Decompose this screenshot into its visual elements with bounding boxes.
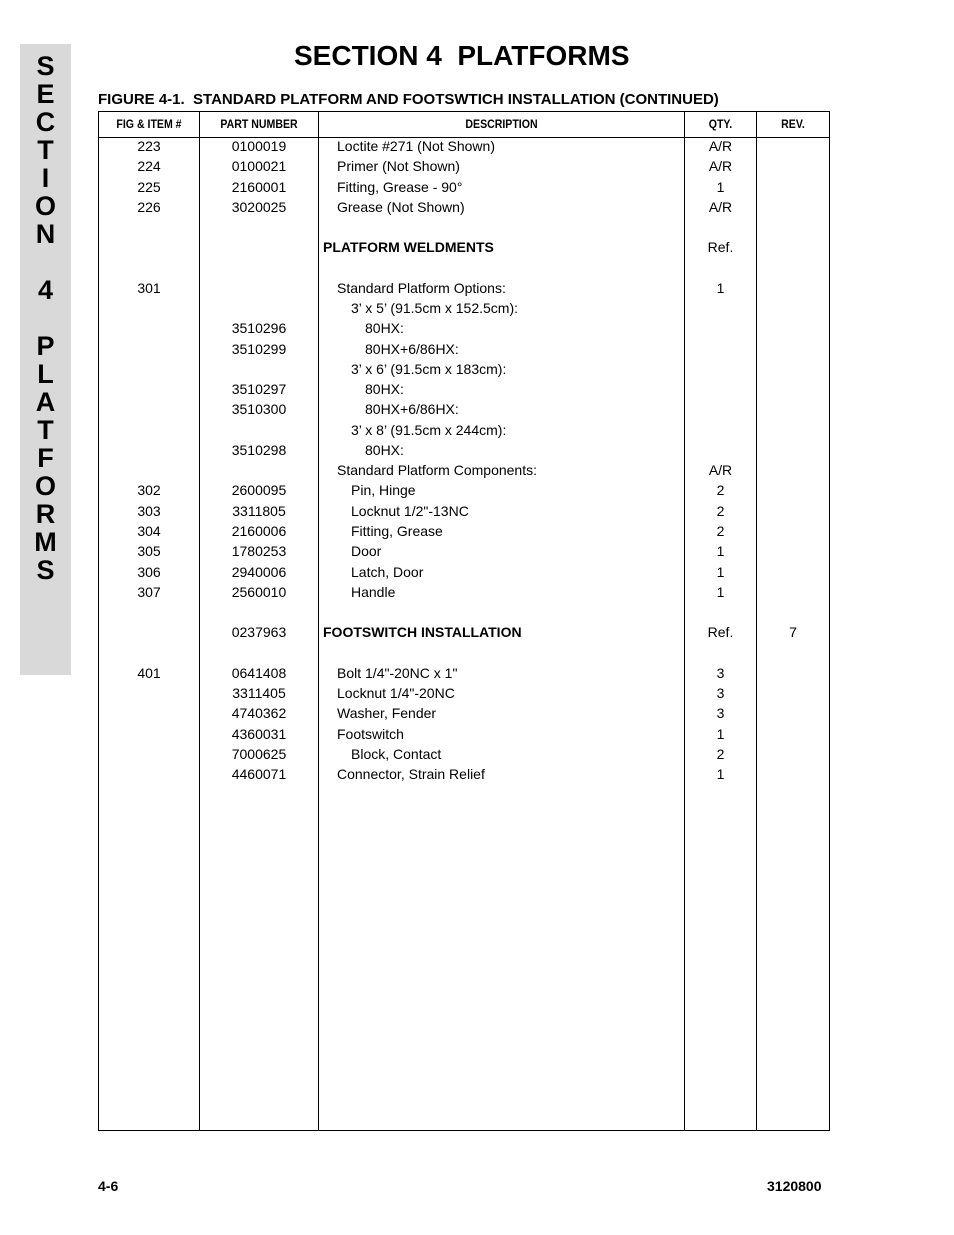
cell-qty: 3: [716, 705, 725, 721]
cell-part-number: 0100021: [231, 158, 287, 174]
side-tab-letter: I: [41, 163, 50, 193]
side-tab-letter: M: [34, 527, 57, 557]
figure-title: FIGURE 4-1. STANDARD PLATFORM AND FOOTSWTICH INSTALLATION (CONTINUED): [98, 91, 719, 108]
cell-qty: A/R: [708, 199, 733, 215]
table-row: [99, 318, 829, 338]
cell-description: Locknut 1/2"-13NC: [351, 503, 469, 519]
cell-part-number: 3510296: [231, 320, 287, 336]
cell-part-number: 2940006: [231, 564, 287, 580]
cell-description: Locknut 1/4"-20NC: [337, 685, 455, 701]
table-row: [99, 136, 829, 156]
side-tab-letter: S: [36, 51, 55, 81]
side-tab-letter: F: [37, 443, 54, 473]
cell-part-number: 3510299: [231, 341, 287, 357]
cell-rev: 7: [789, 624, 797, 640]
table-row: [99, 399, 829, 419]
cell-part-number: 3510300: [231, 401, 287, 417]
cell-qty: 2: [716, 523, 725, 539]
table-row: [99, 703, 829, 723]
header-part-number: PART NUMBER: [220, 117, 298, 131]
cell-qty: 1: [716, 179, 725, 195]
table-row: [99, 582, 829, 602]
cell-description: Grease (Not Shown): [337, 199, 465, 215]
cell-qty: 1: [716, 766, 725, 782]
cell-description: Footswitch: [337, 726, 404, 742]
side-tab-letter: E: [36, 79, 55, 109]
cell-part-number: 3311805: [232, 503, 286, 519]
side-tab-letter: P: [36, 331, 55, 361]
cell-description: Handle: [351, 584, 396, 600]
cell-qty: 1: [716, 564, 725, 580]
side-tab-letter: R: [35, 499, 56, 529]
table-row: [99, 197, 829, 217]
cell-qty: 1: [716, 584, 725, 600]
table-row: [99, 298, 829, 318]
cell-item: 301: [137, 280, 161, 296]
cell-part-number: 0237963: [231, 624, 287, 640]
cell-qty: 1: [716, 280, 725, 296]
table-row: [99, 562, 829, 582]
table-row: [99, 764, 829, 784]
side-tab-letter: C: [35, 107, 56, 137]
cell-item: 304: [137, 523, 161, 539]
cell-description: Latch, Door: [351, 564, 424, 580]
cell-item: 303: [137, 503, 161, 519]
cell-qty: A/R: [708, 138, 733, 154]
table-row: [99, 177, 829, 197]
cell-item: 226: [137, 199, 161, 215]
header-item: FIG & ITEM #: [116, 117, 182, 131]
table-row: [99, 480, 829, 500]
cell-item: 305: [137, 543, 161, 559]
cell-description: 3’ x 5’ (91.5cm x 152.5cm):: [351, 300, 519, 316]
cell-qty: 3: [716, 665, 725, 681]
table-row: [99, 339, 829, 359]
cell-description: 80HX+6/86HX:: [365, 401, 459, 417]
table-row: [99, 156, 829, 176]
cell-description: FOOTSWITCH INSTALLATION: [323, 624, 522, 640]
cell-qty: 1: [716, 543, 725, 559]
column-divider: [684, 112, 685, 1130]
cell-item: 302: [137, 482, 161, 498]
cell-qty: 1: [716, 726, 725, 742]
table-row: [99, 379, 829, 399]
table-row: [99, 663, 829, 683]
cell-part-number: 3510297: [231, 381, 287, 397]
cell-qty: 2: [716, 503, 725, 519]
table-row: [99, 359, 829, 379]
cell-item: 306: [137, 564, 161, 580]
cell-part-number: 1780253: [231, 543, 287, 559]
cell-description: Standard Platform Components:: [337, 462, 537, 478]
cell-qty: 2: [716, 482, 725, 498]
cell-qty: Ref.: [707, 239, 734, 255]
table-row: [99, 440, 829, 460]
cell-qty: A/R: [708, 462, 733, 478]
cell-description: Bolt 1/4"-20NC x 1": [337, 665, 458, 681]
cell-part-number: 2560010: [231, 584, 287, 600]
column-divider: [199, 112, 200, 1130]
side-tab-letter: O: [34, 191, 56, 221]
column-divider: [318, 112, 319, 1130]
cell-qty: 3: [716, 685, 725, 701]
table-row: [99, 622, 829, 642]
cell-description: 80HX:: [365, 320, 404, 336]
cell-part-number: 0100019: [231, 138, 287, 154]
cell-description: 80HX:: [365, 381, 404, 397]
column-divider: [756, 112, 757, 1130]
cell-description: Washer, Fender: [337, 705, 437, 721]
cell-item: 307: [137, 584, 161, 600]
cell-description: 3’ x 6’ (91.5cm x 183cm):: [351, 361, 507, 377]
cell-item: 224: [137, 158, 161, 174]
cell-part-number: 2160006: [231, 523, 287, 539]
table-row: [99, 460, 829, 480]
table-row: [99, 744, 829, 764]
cell-description: Standard Platform Options:: [337, 280, 506, 296]
cell-description: Loctite #271 (Not Shown): [337, 138, 495, 154]
table-row: [99, 501, 829, 521]
cell-item: 225: [137, 179, 161, 195]
cell-description: Pin, Hinge: [351, 482, 416, 498]
table-row: [99, 521, 829, 541]
cell-description: PLATFORM WELDMENTS: [323, 239, 494, 255]
cell-part-number: 4360031: [231, 726, 287, 742]
table-row: [99, 237, 829, 257]
cell-part-number: 2600095: [231, 482, 287, 498]
cell-part-number: 3311405: [232, 685, 286, 701]
cell-description: 80HX:: [365, 442, 404, 458]
cell-qty: A/R: [708, 158, 733, 174]
cell-description: Fitting, Grease: [351, 523, 443, 539]
cell-qty: Ref.: [707, 624, 734, 640]
side-tab-letter: N: [35, 219, 56, 249]
cell-part-number: 4740362: [231, 705, 287, 721]
cell-description: 80HX+6/86HX:: [365, 341, 459, 357]
table-row: [99, 724, 829, 744]
cell-item: 401: [137, 665, 161, 681]
side-tab-letter: O: [34, 471, 56, 501]
side-tab-letter: S: [36, 555, 55, 585]
table-row: [99, 420, 829, 440]
page-title: SECTION 4 PLATFORMS: [294, 40, 630, 71]
cell-item: 223: [137, 138, 161, 154]
side-tab-letter: T: [37, 135, 54, 165]
cell-part-number: 2160001: [231, 179, 287, 195]
cell-qty: 2: [716, 746, 725, 762]
side-tab-letter: 4: [37, 275, 54, 305]
cell-part-number: 3510298: [231, 442, 287, 458]
side-tab-letter: L: [37, 359, 54, 389]
side-tab-letter: T: [37, 415, 54, 445]
cell-description: Primer (Not Shown): [337, 158, 460, 174]
header-rev: REV.: [781, 117, 805, 131]
cell-part-number: 7000625: [231, 746, 287, 762]
side-tab-letter: A: [35, 387, 56, 417]
header-description: DESCRIPTION: [465, 117, 538, 131]
cell-part-number: 4460071: [231, 766, 287, 782]
cell-description: Block, Contact: [351, 746, 442, 762]
cell-description: 3’ x 8’ (91.5cm x 244cm):: [351, 422, 507, 438]
section-side-tab: [20, 44, 71, 675]
table-row: [99, 683, 829, 703]
cell-description: Fitting, Grease - 90°: [337, 179, 463, 195]
cell-description: Door: [351, 543, 382, 559]
header-qty: QTY.: [708, 117, 733, 131]
document-number: 3120800: [767, 1178, 822, 1194]
page-number: 4-6: [98, 1178, 119, 1194]
cell-part-number: 0641408: [231, 665, 287, 681]
table-row: [99, 278, 829, 298]
table-row: [99, 541, 829, 561]
cell-description: Connector, Strain Relief: [337, 766, 485, 782]
parts-table: [98, 111, 830, 1131]
cell-part-number: 3020025: [231, 199, 287, 215]
